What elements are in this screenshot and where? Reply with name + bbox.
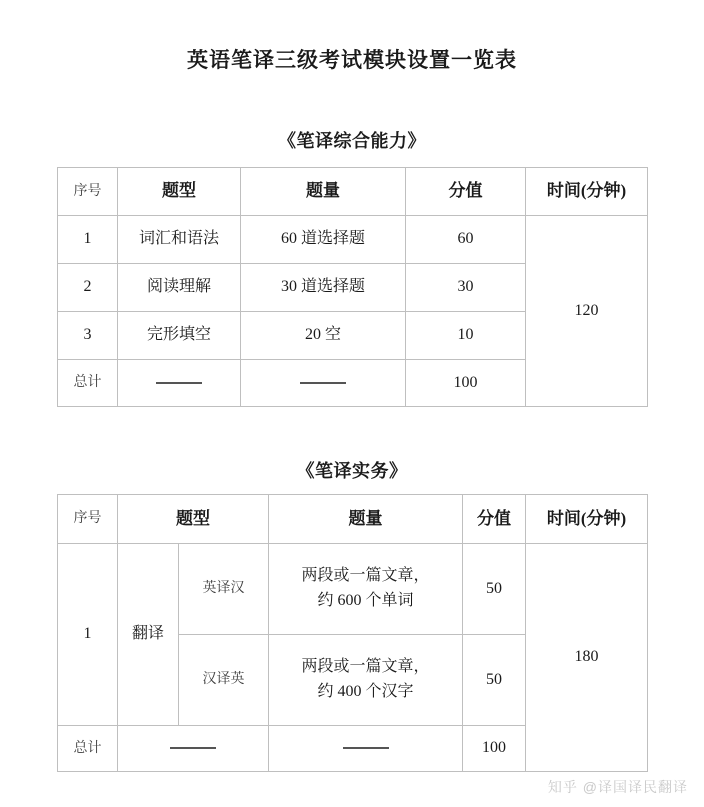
cell-score: 30 (406, 264, 526, 312)
cell-type: 词汇和语法 (118, 216, 241, 264)
cell-total-count (269, 726, 463, 772)
cell-time-total: 180 (526, 544, 648, 772)
table-row (58, 544, 648, 635)
page-title: 英语笔译三级考试模块设置一览表 (187, 48, 517, 72)
cell-count-line2: 约 600 个单词 (317, 592, 414, 609)
column-header-score: 分值 (406, 168, 526, 216)
cell-count: 20 空 (241, 312, 406, 360)
cell-score: 60 (406, 216, 526, 264)
cell-count-line1: 两段或一篇文章， (301, 567, 430, 585)
table-translation-practice (57, 494, 648, 772)
cell-no: 1 (58, 544, 118, 726)
em-dash-icon (170, 747, 216, 749)
column-header-type: 题型 (118, 168, 241, 216)
em-dash-icon (343, 747, 389, 749)
cell-no: 1 (58, 216, 118, 264)
column-header-time: 时间(分钟) (526, 495, 648, 544)
cell-time-total: 120 (526, 216, 648, 407)
column-header-no: 序号 (58, 495, 118, 544)
cell-type: 阅读理解 (118, 264, 241, 312)
cell-count: 60 道选择题 (241, 216, 406, 264)
em-dash-icon (300, 382, 346, 384)
column-header-count: 题量 (241, 168, 406, 216)
cell-no: 3 (58, 312, 118, 360)
cell-total-score: 100 (463, 726, 526, 772)
table-comprehensive-ability (57, 167, 648, 407)
column-header-time: 时间(分钟) (526, 168, 648, 216)
cell-count (269, 635, 463, 726)
column-header-score: 分值 (463, 495, 526, 544)
cell-total-score: 100 (406, 360, 526, 407)
cell-count (269, 544, 463, 635)
cell-count-line2: 约 400 个汉字 (317, 683, 414, 700)
cell-score: 10 (406, 312, 526, 360)
cell-type: 完形填空 (118, 312, 241, 360)
table-header-row (58, 168, 648, 216)
cell-direction: 汉译英 (179, 635, 269, 726)
cell-total-label: 总计 (58, 360, 118, 407)
cell-total-count (241, 360, 406, 407)
em-dash-icon (156, 382, 202, 384)
cell-count: 30 道选择题 (241, 264, 406, 312)
column-header-type: 题型 (118, 495, 269, 544)
watermark: 知乎 @译国译民翻译 (547, 779, 688, 795)
cell-total-type (118, 360, 241, 407)
column-header-no: 序号 (58, 168, 118, 216)
cell-type: 翻译 (118, 544, 179, 726)
cell-score: 50 (463, 635, 526, 726)
table-row (58, 216, 648, 264)
cell-total-label: 总计 (58, 726, 118, 772)
section-title-practice: 《笔译实务》 (296, 461, 408, 481)
column-header-count: 题量 (269, 495, 463, 544)
cell-no: 2 (58, 264, 118, 312)
section-title-comprehensive: 《笔译综合能力》 (278, 131, 426, 151)
cell-total-type (118, 726, 269, 772)
table-header-row (58, 495, 648, 544)
cell-direction: 英译汉 (179, 544, 269, 635)
cell-count-line1: 两段或一篇文章， (301, 658, 430, 676)
cell-score: 50 (463, 544, 526, 635)
